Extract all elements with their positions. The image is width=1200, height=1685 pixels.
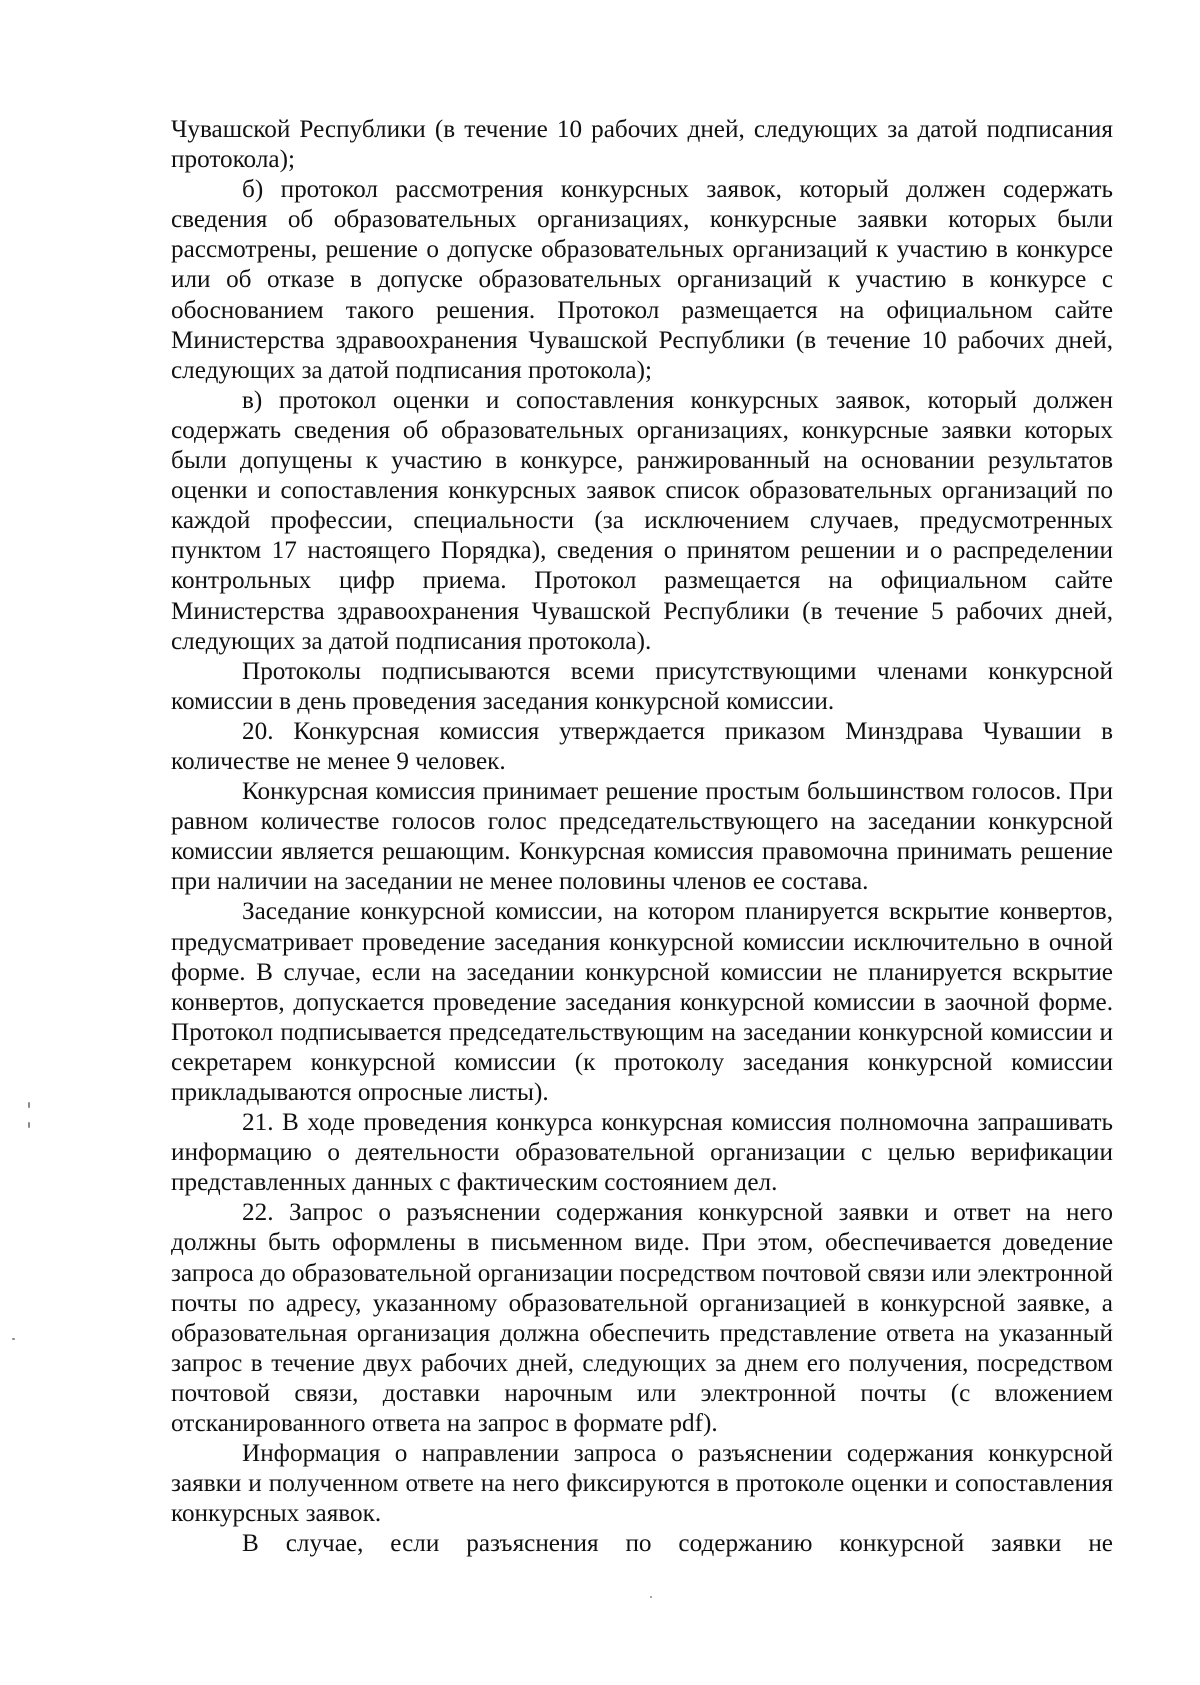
paragraph-continuation: Чувашской Республики (в течение 10 рабочих дней, следующих за датой подписания протокола);: [171, 116, 1113, 174]
paragraph-majority-vote: Конкурсная комиссия принимает решение простым большинством голосов. При равном количестве голосов голос председательствующего на заседании конкурсной комиссии является решающим. Конкурсная комиссия правомочна принимать решение при наличии на заседании не менее половины членов ее состава.: [171, 778, 1113, 896]
paragraph-item-22: 22. Запрос о разъяснении содержания конкурсной заявки и ответ на него должны быть оформлены в письменном виде. При этом, обеспечивается доведение запроса до образовательной организации посредством почтовой связи или электронной почты по адресу, указанному образовательной организацией в конкурсной заявке, а образовательная организация должна обеспечить представление ответа на указанный запрос в течение двух рабочих дней, следующих за днем его получения, посредством почтовой связи, доставки нарочным или электронной почты (с вложением отсканированного ответа на запрос в формате pdf).: [171, 1199, 1113, 1438]
paragraph-protocol-b: б) протокол рассмотрения конкурсных заявок, который должен содержать сведения об образовательных организациях, конкурсные заявки которых были рассмотрены, решение о допуске образовательных организаций к участию в конкурсе или об отказе в допуске образовательных организаций к участию в конкурсе с обоснованием такого решения. Протокол размещается на официальном сайте Министерства здравоохранения Чувашской Республики (в течение 10 рабочих дней, следующих за датой подписания протокола);: [171, 176, 1113, 384]
document-body: [171, 115, 1113, 1560]
paragraph-meeting-form: Заседание конкурсной комиссии, на котором планируется вскрытие конвертов, предусматривает проведение заседания конкурсной комиссии исключительно в очной форме. В случае, если на заседании конкурсной комиссии не планируется вскрытие конвертов, допускается проведение заседания конкурсной комиссии в заочной форме. Протокол подписывается председательствующим на заседании конкурсной комиссии и секретарем конкурсной комиссии (к протоколу заседания конкурсной комиссии прикладываются опросные листы).: [171, 898, 1113, 1106]
paragraph-protocol-v: в) протокол оценки и сопоставления конкурсных заявок, который должен содержать сведения об образовательных организациях, конкурсные заявки которых были допущены к участию в конкурсе, ранжированный на основании результатов оценки и сопоставления конкурсных заявок список образовательных организаций по каждой профессии, специальности (за исключением случаев, предусмотренных пунктом 17 настоящего Порядка), сведения о принятом решении и о распределении контрольных цифр приема. Протокол размещается на официальном сайте Министерства здравоохранения Чувашской Республики (в течение 5 рабочих дней, следующих за датой подписания протокола).: [171, 386, 1113, 655]
paragraph-item-20: 20. Конкурсная комиссия утверждается приказом Минздрава Чувашии в количестве не менее 9 человек.: [171, 717, 1113, 775]
scan-speck: [650, 1596, 652, 1598]
scan-speck: [12, 1338, 15, 1340]
paragraph-item-21: 21. В ходе проведения конкурса конкурсная комиссия полномочна запрашивать информацию о деятельности образовательной организации с целью верификации представленных данных с фактическим состоянием дел.: [171, 1109, 1113, 1197]
scan-speck: [28, 1122, 30, 1128]
scan-speck: [28, 1102, 30, 1108]
paragraph-protocols-signed: Протоколы подписываются всеми присутствующими членами конкурсной комиссии в день проведения заседания конкурсной комиссии.: [171, 657, 1113, 715]
paragraph-request-info: Информация о направлении запроса о разъяснении содержания конкурсной заявки и полученном ответе на него фиксируются в протоколе оценки и сопоставления конкурсных заявок.: [171, 1440, 1113, 1528]
paragraph-incomplete: В случае, если разъяснения по содержанию конкурсной заявки не: [242, 1530, 1113, 1558]
